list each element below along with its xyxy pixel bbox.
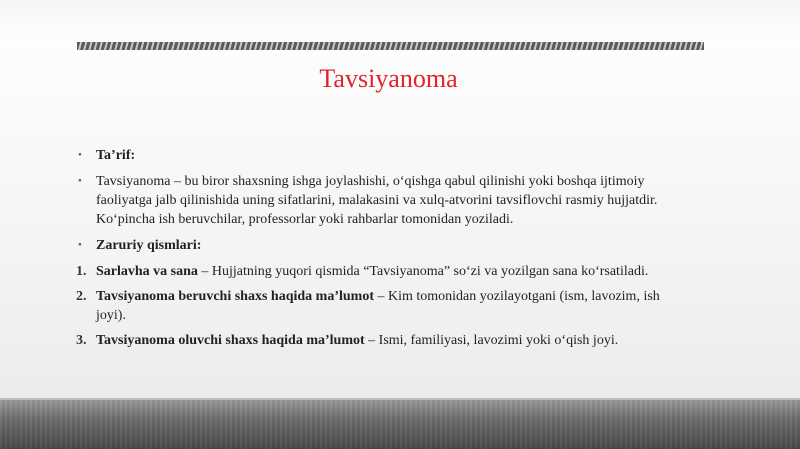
numbered-item-text: – Kim tomonidan yozilayotgani (ism, lavozim, ish joyi).: [96, 289, 660, 323]
footer-band: [0, 400, 800, 449]
numbered-item: [78, 331, 678, 350]
slide-title: Tavsiyanoma: [319, 64, 458, 93]
numbered-item-text: – Hujjatning yuqori qismida “Tavsiyanoma” so‘zi va yozilgan sana ko‘rsatiladi.: [197, 264, 649, 279]
bullet-icon: •: [78, 149, 82, 161]
numbered-item-title: Tavsiyanoma oluvchi shaxs haqida ma’lumot: [96, 333, 365, 348]
slide-content: [78, 146, 678, 356]
numbered-item-title: Sarlavha va sana: [96, 264, 198, 279]
parts-heading: Zaruriy qismlari:: [96, 238, 202, 253]
number-marker: 2.: [76, 289, 87, 304]
number-marker: 1.: [76, 264, 87, 279]
numbered-item: [78, 262, 678, 281]
list-item: [78, 172, 678, 229]
numbered-item-text: – Ismi, familiyasi, lavozimi yoki o‘qish joyi.: [364, 333, 619, 348]
bullet-icon: •: [78, 175, 82, 187]
definition-text: Tavsiyanoma – bu biror shaxsning ishga joylashishi, o‘qishga qabul qilinishi yoki boshqa ijtimoiy faoliyatga jalb qilinishida uning sifatlarini, malakasini va xulq-atvorini tavsiflovchi rasmiy hujjatdir. Ko‘pincha ish beruvchilar, professorlar yoki rahbarlar tomonidan yoziladi.: [96, 174, 658, 227]
numbered-item: [78, 287, 678, 325]
bullet-icon: •: [78, 239, 82, 251]
list-item: [78, 146, 678, 165]
numbered-item-title: Tavsiyanoma beruvchi shaxs haqida ma’lumot: [96, 289, 374, 304]
list-item: [78, 236, 678, 255]
top-shadow: [0, 0, 800, 40]
definition-heading: Ta’rif:: [96, 148, 136, 163]
number-marker: 3.: [76, 333, 87, 348]
decorative-hatch-bar: [77, 42, 704, 50]
